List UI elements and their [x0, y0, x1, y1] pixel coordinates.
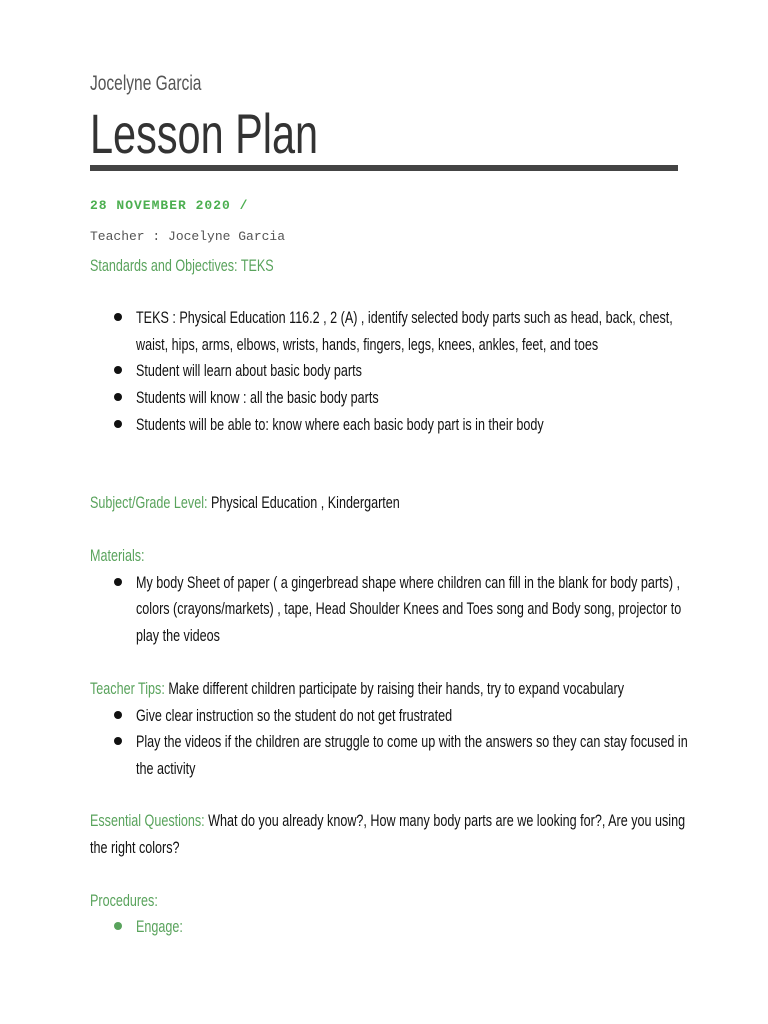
bullet-dot	[114, 737, 122, 745]
list-item: Engage:	[136, 917, 183, 936]
teacher-line: Teacher : Jocelyne Garcia	[90, 229, 286, 244]
bullet-dot	[114, 711, 122, 719]
list-item: My body Sheet of paper ( a gingerbread shape where children can fill in the blank for body parts) ,	[136, 573, 681, 592]
essential-questions-continued: the right colors?	[90, 838, 180, 857]
title-divider	[90, 165, 678, 171]
tips-label: Teacher Tips:	[90, 679, 165, 698]
subject-grade-line	[90, 491, 509, 515]
bullet-dot	[114, 420, 122, 428]
bullet-dot	[114, 922, 122, 930]
questions-value: What do you already know?, How many body parts are we looking for?, Are you using	[204, 811, 686, 830]
questions-label: Essential Questions:	[90, 811, 205, 830]
list-item-continued: colors (crayons/markets) , tape, Head Shoulder Knees and Toes song and Body song, projector to	[136, 599, 682, 618]
procedures-heading: Procedures:	[90, 891, 158, 910]
list-item-continued: waist, hips, arms, elbows, wrists, hands, fingers, legs, knees, ankles, feet, and toes	[136, 335, 599, 354]
essential-questions-line	[90, 809, 768, 833]
list-item: Students will know : all the basic body parts	[136, 388, 379, 407]
bullet-dot	[114, 578, 122, 586]
list-item-continued: play the videos	[136, 626, 220, 645]
materials-heading: Materials:	[90, 546, 145, 565]
author-name: Jocelyne Garcia	[90, 72, 202, 95]
bullet-dot	[114, 366, 122, 374]
standards-heading: Standards and Objectives: TEKS	[90, 256, 274, 275]
page-title: Lesson Plan	[90, 102, 319, 165]
lesson-date: 28 NOVEMBER 2020 /	[90, 198, 249, 213]
subject-value: Physical Education , Kindergarten	[207, 493, 400, 512]
teacher-tips-line	[90, 677, 768, 701]
list-item: Students will be able to: know where each basic body part is in their body	[136, 415, 544, 434]
list-item-continued: the activity	[136, 759, 196, 778]
list-item: Play the videos if the children are struggle to come up with the answers so they can stay focused in	[136, 732, 688, 751]
subject-label: Subject/Grade Level:	[90, 493, 208, 512]
bullet-dot	[114, 393, 122, 401]
list-item: Give clear instruction so the student do not get frustrated	[136, 706, 453, 725]
tips-value: Make different children participate by raising their hands, try to expand vocabulary	[164, 679, 625, 698]
list-item: Student will learn about basic body parts	[136, 361, 362, 380]
list-item: TEKS : Physical Education 116.2 , 2 (A) , identify selected body parts such as head, back, chest,	[136, 308, 673, 327]
bullet-dot	[114, 313, 122, 321]
